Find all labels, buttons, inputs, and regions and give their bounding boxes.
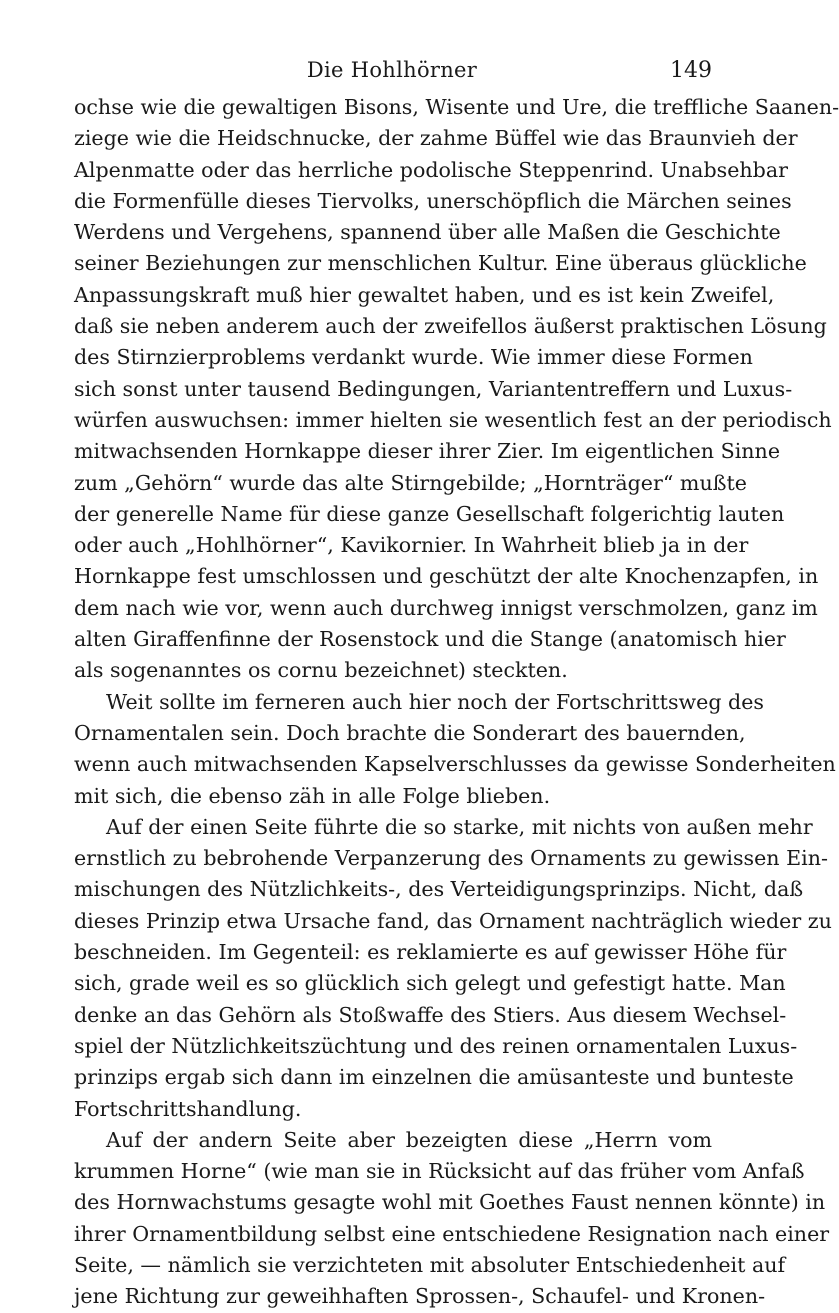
- text-line: daß sie neben anderem auch der zweifellos äußerst praktischen Lösung: [74, 314, 827, 339]
- text-line: Weit sollte im ferneren auch hier noch der Fortschrittsweg des: [106, 689, 764, 714]
- text-line: jene Richtung zur geweihhaften Sprossen-, Schaufel- und Kronen-: [74, 1284, 766, 1309]
- text-line: sich, grade weil es so glücklich sich gelegt und gefestigt hatte. Man: [74, 971, 786, 996]
- text-line: mitwachsenden Hornkappe dieser ihrer Zier. Im eigentlichen Sinne: [74, 439, 781, 464]
- text-line: Alpenmatte oder das herrliche podolische Steppenrind. Unabsehbar: [74, 157, 788, 182]
- text-line: prinzips ergab sich dann im einzelnen die amüsanteste und bunteste: [74, 1065, 794, 1090]
- text-line: beschneiden. Im Gegenteil: es reklamierte es auf gewisser Höhe für: [74, 940, 787, 965]
- text-line: seiner Beziehungen zur menschlichen Kultur. Eine überaus glückliche: [74, 251, 807, 276]
- text-line: als sogenanntes os cornu bezeichnet) steckten.: [74, 658, 568, 683]
- text-line: Ornamentalen sein. Doch brachte die Sonderart des bauernden,: [74, 720, 746, 745]
- paragraph: [74, 1125, 830, 1313]
- running-head: Die Hohlhörner: [306, 58, 478, 82]
- text-line: wenn auch mitwachsenden Kapselverschlusses da gewisse Sonderheiten: [74, 752, 836, 777]
- body-text: [74, 92, 839, 1313]
- text-line: oder auch „Hohlhörner“, Kavikornier. In Wahrheit blieb ja in der: [74, 533, 749, 558]
- text-line: ihrer Ornamentbildung selbst eine entschiedene Resignation nach einer: [74, 1221, 830, 1246]
- text-line: dem nach wie vor, wenn auch durchweg innigst verschmolzen, ganz im: [74, 595, 818, 620]
- text-line: ziege wie die Heidschnucke, der zahme Büffel wie das Braunvieh der: [74, 126, 798, 151]
- page-number: 149: [670, 58, 712, 83]
- text-line: die Formenfülle dieses Tiervolks, unerschöpflich die Märchen seines: [74, 188, 792, 213]
- text-line: Seite, — nämlich sie verzichteten mit absoluter Entschiedenheit auf: [74, 1252, 786, 1277]
- text-line: ochse wie die gewaltigen Bisons, Wisente und Ure, die treffliche Saanen-: [74, 95, 839, 119]
- text-line: würfen auswuchsen: immer hielten sie wesentlich fest an der periodisch: [74, 407, 832, 432]
- text-line: mit sich, die ebenso zäh in alle Folge blieben.: [74, 783, 551, 808]
- text-line: des Stirnzierproblems verdankt wurde. Wie immer diese Formen: [74, 345, 753, 370]
- text-line: spiel der Nützlichkeitszüchtung und des reinen ornamentalen Luxus-: [74, 1033, 798, 1058]
- text-line: des Hornwachstums gesagte wohl mit Goethes Faust nennen könnte) in: [74, 1190, 826, 1215]
- text-line: denke an das Gehörn als Stoßwaffe des Stiers. Aus diesem Wechsel-: [74, 1002, 787, 1027]
- text-line: Werdens und Vergehens, spannend über alle Maßen die Geschichte: [74, 220, 781, 245]
- text-line: krummen Horne“ (wie man sie in Rücksicht auf das früher vom Anfaß: [74, 1159, 805, 1184]
- text-line: mischungen des Nützlichkeits-, des Verteidigungsprinzips. Nicht, daß: [74, 877, 804, 902]
- text-line: Fortschrittshandlung.: [74, 1096, 302, 1121]
- text-line: Auf der einen Seite führte die so starke, mit nichts von außen mehr: [106, 814, 813, 839]
- text-line: dieses Prinzip etwa Ursache fand, das Ornament nachträglich wieder zu: [74, 908, 832, 933]
- text-line: ernstlich zu bebrohende Verpanzerung des Ornaments zu gewissen Ein-: [74, 846, 828, 871]
- text-line: der generelle Name für diese ganze Gesellschaft folgerichtig lauten: [74, 501, 785, 526]
- page-header: [72, 58, 712, 94]
- text-line: Anpassungskraft muß hier gewaltet haben, und es ist kein Zweifel,: [74, 282, 775, 307]
- text-line: Hornkappe fest umschlossen und geschützt der alte Knochenzapfen, in: [74, 564, 819, 589]
- paragraph: [74, 687, 836, 812]
- text-line: sich sonst unter tausend Bedingungen, Variantentreffern und Luxus-: [74, 376, 793, 401]
- paragraph: [74, 812, 832, 1125]
- text-line: Auf der andern Seite aber bezeigten diese „Herrn vom: [106, 1127, 712, 1152]
- text-line: alten Giraffenfinne der Rosenstock und die Stange (anatomisch hier: [74, 627, 786, 652]
- text-line: zum „Gehörn“ wurde das alte Stirngebilde; „Hornträger“ mußte: [74, 470, 747, 495]
- paragraph: [74, 92, 839, 687]
